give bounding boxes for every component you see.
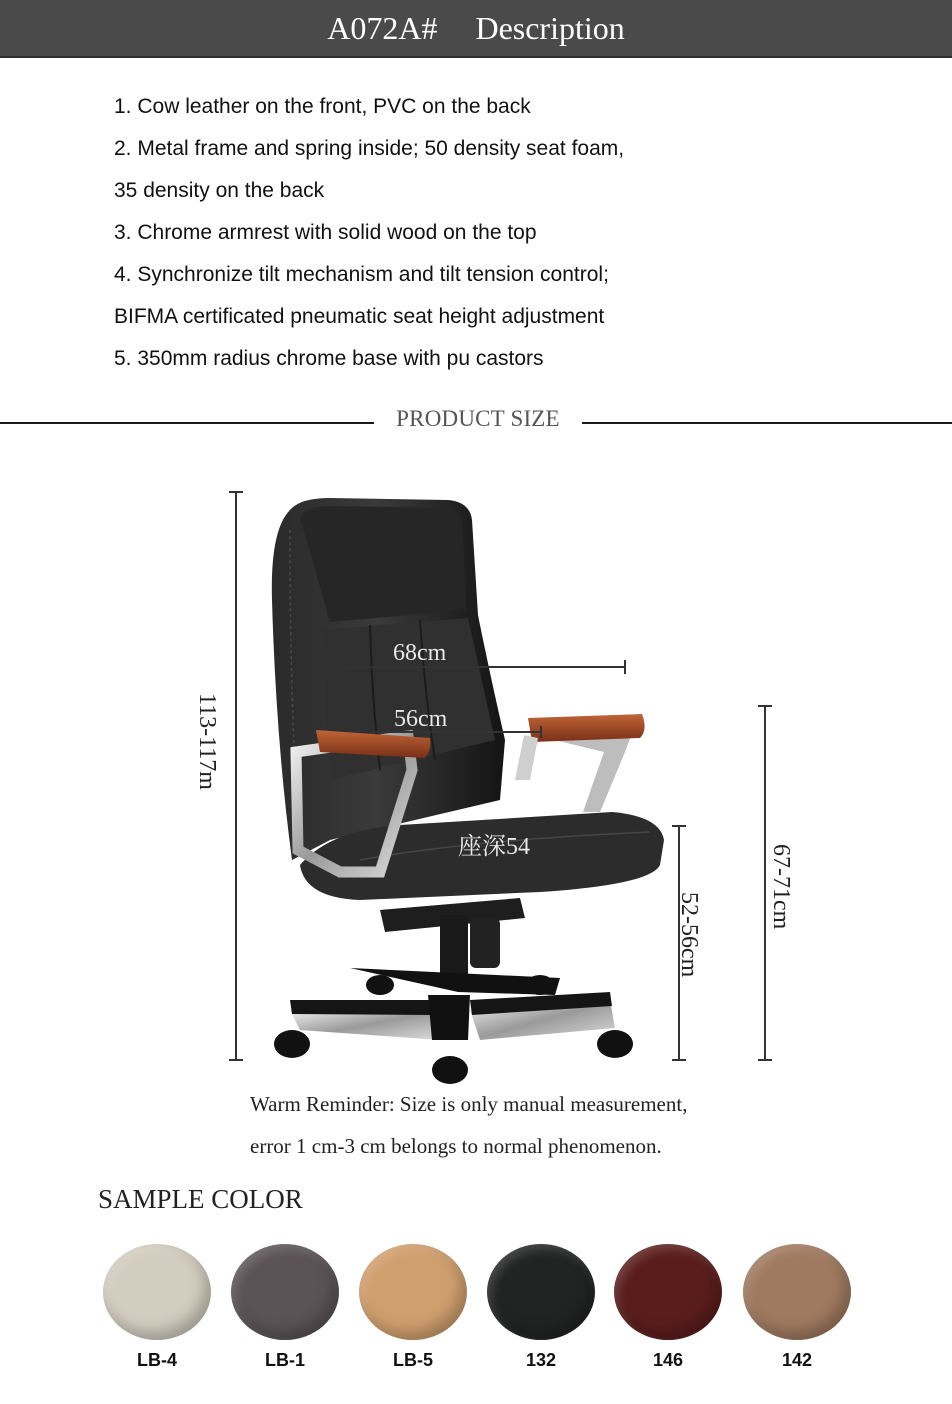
- arm-height-label: 67-71cm: [768, 844, 794, 930]
- description-line: 2. Metal frame and spring inside; 50 density seat foam,: [114, 137, 625, 160]
- swatch-disc: [231, 1244, 339, 1340]
- section-divider-left: [0, 422, 374, 424]
- description-list: [114, 86, 894, 380]
- swatch-code: LB-5: [393, 1350, 433, 1370]
- swatch-disc: [487, 1244, 595, 1340]
- office-chair-illustration: [272, 498, 664, 1084]
- description-line: 4. Synchronize tilt mechanism and tilt tension control;: [114, 263, 609, 286]
- description-line: BIFMA certificated pneumatic seat height adjustment: [114, 305, 605, 328]
- section-divider-right: [582, 422, 952, 424]
- model-number: A072A#: [327, 9, 438, 46]
- swatch-code: LB-1: [265, 1350, 305, 1370]
- product-size-title: PRODUCT SIZE: [396, 406, 560, 431]
- sample-color-title: SAMPLE COLOR: [98, 1184, 303, 1214]
- swatch-disc: [614, 1244, 722, 1340]
- overall-width-label: 68cm: [393, 640, 447, 666]
- swatch-code: 146: [652, 1350, 684, 1370]
- swatch-disc: [359, 1244, 467, 1340]
- swatch-disc: [103, 1244, 211, 1340]
- color-swatch-list: [0, 1238, 952, 1378]
- reminder-line: Warm Reminder: Size is only manual measurement,: [250, 1092, 688, 1116]
- description-line: 1. Cow leather on the front, PVC on the back: [114, 95, 531, 118]
- reminder-line: error 1 cm-3 cm belongs to normal phenomenon.: [250, 1134, 662, 1158]
- color-swatch[interactable]: [732, 1238, 862, 1378]
- warm-reminder: [250, 1086, 870, 1170]
- color-swatch[interactable]: [220, 1238, 350, 1378]
- swatch-disc: [743, 1244, 851, 1340]
- seat-depth-label: 座深54: [458, 834, 530, 860]
- description-line: 3. Chrome armrest with solid wood on the top: [114, 221, 537, 244]
- description-line: 5. 350mm radius chrome base with pu castors: [114, 347, 544, 370]
- header-bar: [0, 0, 952, 58]
- swatch-code: 132: [525, 1350, 557, 1370]
- color-swatch[interactable]: [476, 1238, 606, 1378]
- color-swatch[interactable]: [92, 1238, 222, 1378]
- chair-dimension-diagram: [0, 440, 952, 1100]
- color-swatch[interactable]: [603, 1238, 733, 1378]
- seat-height-label: 52-56cm: [676, 892, 702, 978]
- overall-height-label: 113-117m: [194, 693, 220, 790]
- seat-width-label: 56cm: [394, 706, 448, 732]
- swatch-code: LB-4: [137, 1350, 177, 1370]
- color-swatch[interactable]: [348, 1238, 478, 1378]
- swatch-code: 142: [781, 1350, 813, 1370]
- header-title: Description: [475, 9, 625, 46]
- description-line: 35 density on the back: [114, 179, 325, 202]
